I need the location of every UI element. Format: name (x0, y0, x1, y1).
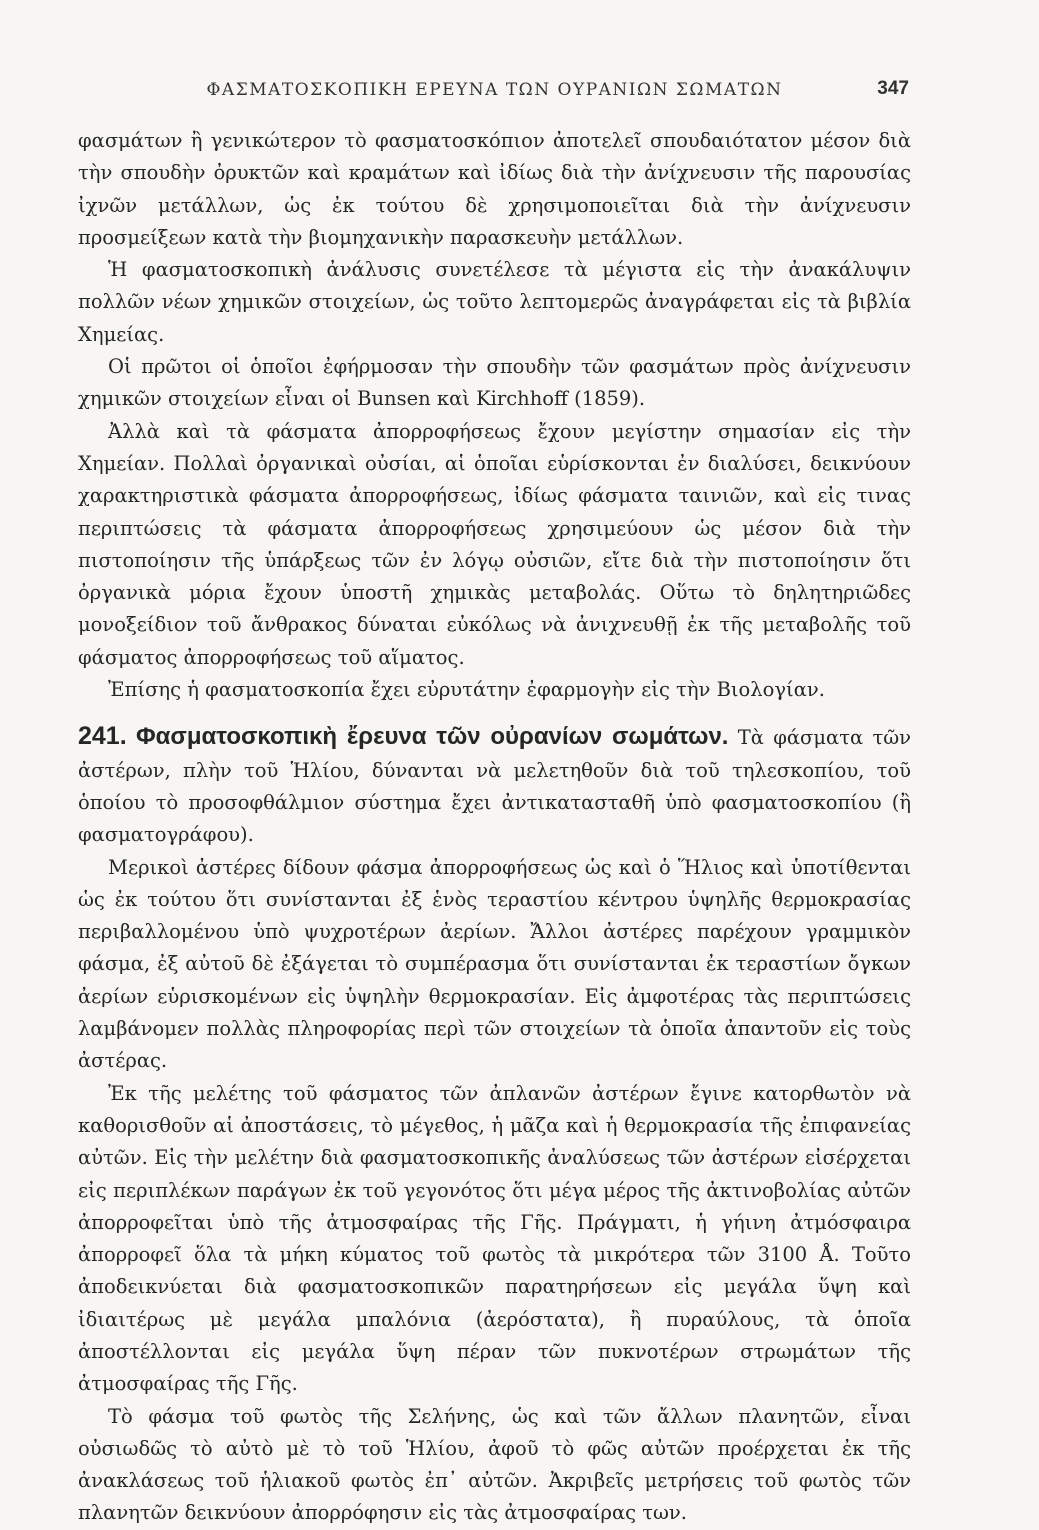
body-text (78, 125, 911, 1530)
paragraph: Ἡ φασματοσκοπικὴ ἀνάλυσις συνετέλεσε τὰ μέγιστα εἰς τὴν ἀνακάλυψιν πολλῶν νέων χημικῶν στοιχείων, ὡς τοῦτο λεπτομερῶς ἀναγράφεται εἰς τὰ βιβλία Χημείας. (78, 258, 911, 346)
paragraph: Ἐπίσης ἡ φασματοσκοπία ἔχει εὐρυτάτην ἐφαρμογὴν εἰς τὴν Βιολογίαν. (108, 678, 825, 702)
paragraph: φασμάτων ἢ γενικώτερον τὸ φασματοσκόπιον ἀποτελεῖ σπουδαιότατον μέσον διὰ τὴν σπουδὴν ὀρυκτῶν καὶ κραμάτων καὶ ἰδίως διὰ τὴν ἀνίχνευσιν τῆς παρουσίας ἰχνῶν μετάλλων, ὡς ἐκ τούτου δὲ χρησιμοποιεῖται διὰ τὴν ἀνίχνευσιν προσμείξεων κατὰ τὴν βιομηχανικὴν παρασκευὴν μετάλλων. (78, 129, 911, 249)
paragraph: Οἱ πρῶτοι οἱ ὁποῖοι ἐφήρμοσαν τὴν σπουδὴν τῶν φασμάτων πρὸς ἀνίχνευσιν χημικῶν στοιχείων εἶναι οἱ Bunsen καὶ Kirchhoff (1859). (78, 355, 911, 411)
running-head: ΦΑΣΜΑΤΟΣΚΟΠΙΚΗ ΕΡΕΥΝΑ ΤΩΝ ΟΥΡΑΝΙΩΝ ΣΩΜΑΤΩΝ (206, 80, 783, 100)
section-241 (78, 720, 911, 851)
paragraph: Τὸ φάσμα τοῦ φωτὸς τῆς Σελήνης, ὡς καὶ τῶν ἄλλων πλανητῶν, εἶναι οὐσιωδῶς τὸ αὐτὸ μὲ τὸ τοῦ Ἡλίου, ἀφοῦ τὸ φῶς αὐτῶν προέρχεται ἐκ τῆς ἀνακλάσεως τοῦ ἡλιακοῦ φωτὸς ἐπ᾿ αὐτῶν. Ἀκριβεῖς μετρήσεις τοῦ φωτὸς τῶν πλανητῶν δεικνύουν ἀπορρόφησιν εἰς τὰς ἀτμοσφαίρας των. (78, 1404, 911, 1525)
page-number: 347 (877, 78, 909, 99)
paragraph: Ἐκ τῆς μελέτης τοῦ φάσματος τῶν ἀπλανῶν ἀστέρων ἔγινε κατορθωτὸν νὰ καθορισθοῦν αἱ ἀποστάσεις, τὸ μέγεθος, ἡ μᾶζα καὶ ἡ θερμοκρασία τῆς ἐπιφανείας αὐτῶν. Εἰς τὴν μελέτην διὰ φασματοσκοπικῆς ἀναλύσεως τῶν ἀστέρων εἰσέρχεται εἰς περιπλέκων παράγων ἐκ τοῦ γεγονότος ὅτι μέγα μέρος τῆς ἀκτινοβολίας αὐτῶν ἀπορροφεῖται ὑπὸ τῆς ἀτμοσφαίρας τῆς Γῆς. Πράγματι, ἡ γήινη ἀτμόσφαιρα ἀπορροφεῖ ὅλα τὰ μήκη κύματος τοῦ φωτὸς τὰ μικρότερα τῶν 3100 Å. Τοῦτο ἀποδεικνύεται διὰ φασματοσκοπικῶν παρατηρήσεων εἰς μεγάλα ὕψη καὶ ἰδιαιτέρως μὲ μεγάλα μπαλόνια (ἀερόστατα), ἢ πυραύλους, τὰ ὁποῖα ἀποστέλλονται εἰς μεγάλα ὕψη πέραν τῶν πυκνοτέρων στρωμάτων τῆς ἀτμοσφαίρας τῆς Γῆς. (78, 1081, 911, 1396)
paragraph: Ἀλλὰ καὶ τὰ φάσματα ἀπορροφήσεως ἔχουν μεγίστην σημασίαν εἰς τὴν Χημείαν. Πολλαὶ ὀργανικαὶ οὐσίαι, αἱ ὁποῖαι εὑρίσκονται ἐν διαλύσει, δεικνύουν χαρακτηριστικὰ φάσματα ἀπορροφήσεως, ἰδίως φάσματα ταινιῶν, καὶ εἰς τινας περιπτώσεις τὰ φάσματα ἀπορροφήσεως χρησιμεύουν ὡς μέσον διὰ τὴν πιστοποίησιν τῆς ὑπάρξεως τῶν ἐν λόγῳ οὐσιῶν, εἴτε διὰ τὴν πιστοποίησιν ὅτι ὀργανικὰ μόρια ἔχουν ὑποστῆ χημικὰς μεταβολάς. Οὕτω τὸ δηλητηριῶδες μονοξείδιον τοῦ ἄνθρακος δύναται εὐκόλως νὰ ἀνιχνευθῇ ἐκ τῆς μεταβολῆς τοῦ φάσματος ἀπορροφήσεως τοῦ αἵματος. (78, 419, 911, 669)
section-number: 241. (78, 722, 127, 751)
section-title: Φασματοσκοπικὴ ἔρευνα τῶν οὐρανίων σωμάτων. (135, 723, 729, 751)
paragraph: Μερικοὶ ἀστέρες δίδουν φάσμα ἀπορροφήσεως ὡς καὶ ὁ Ἥλιος καὶ ὑποτίθενται ὡς ἐκ τούτου ὅτι συνίστανται ἐξ ἑνὸς τεραστίου κέντρου ὑψηλῆς θερμοκρασίας περιβαλλομένου ὑπὸ ψυχροτέρων ἀερίων. Ἄλλοι ἀστέρες παρέχουν γραμμικὸν φάσμα, ἐξ αὐτοῦ δὲ ἐξάγεται τὸ συμπέρασμα ὅτι συνίστανται ἐκ τεραστίων ὄγκων ἀερίων εὑρισκομένων εἰς ὑψηλὴν θερμοκρασίαν. Εἰς ἀμφοτέρας τὰς περιπτώσεις λαμβάνομεν πολλὰς πληροφορίας περὶ τῶν στοιχείων τὰ ὁποῖα ἀπαντοῦν εἰς τοὺς ἀστέρας. (78, 855, 911, 1073)
section-lead-text: Τὰ φάσματα τῶν ἀστέρων, πλὴν τοῦ Ἡλίου, δύνανται νὰ μελετηθοῦν διὰ τοῦ τηλεσκοπίου, τοῦ ὁποίου τὸ προσοφθάλμιον σύστημα ἔχει ἀντικατασταθῆ ὑπὸ φασματοσκοπίου (ἢ φασματογράφου). (78, 726, 911, 847)
